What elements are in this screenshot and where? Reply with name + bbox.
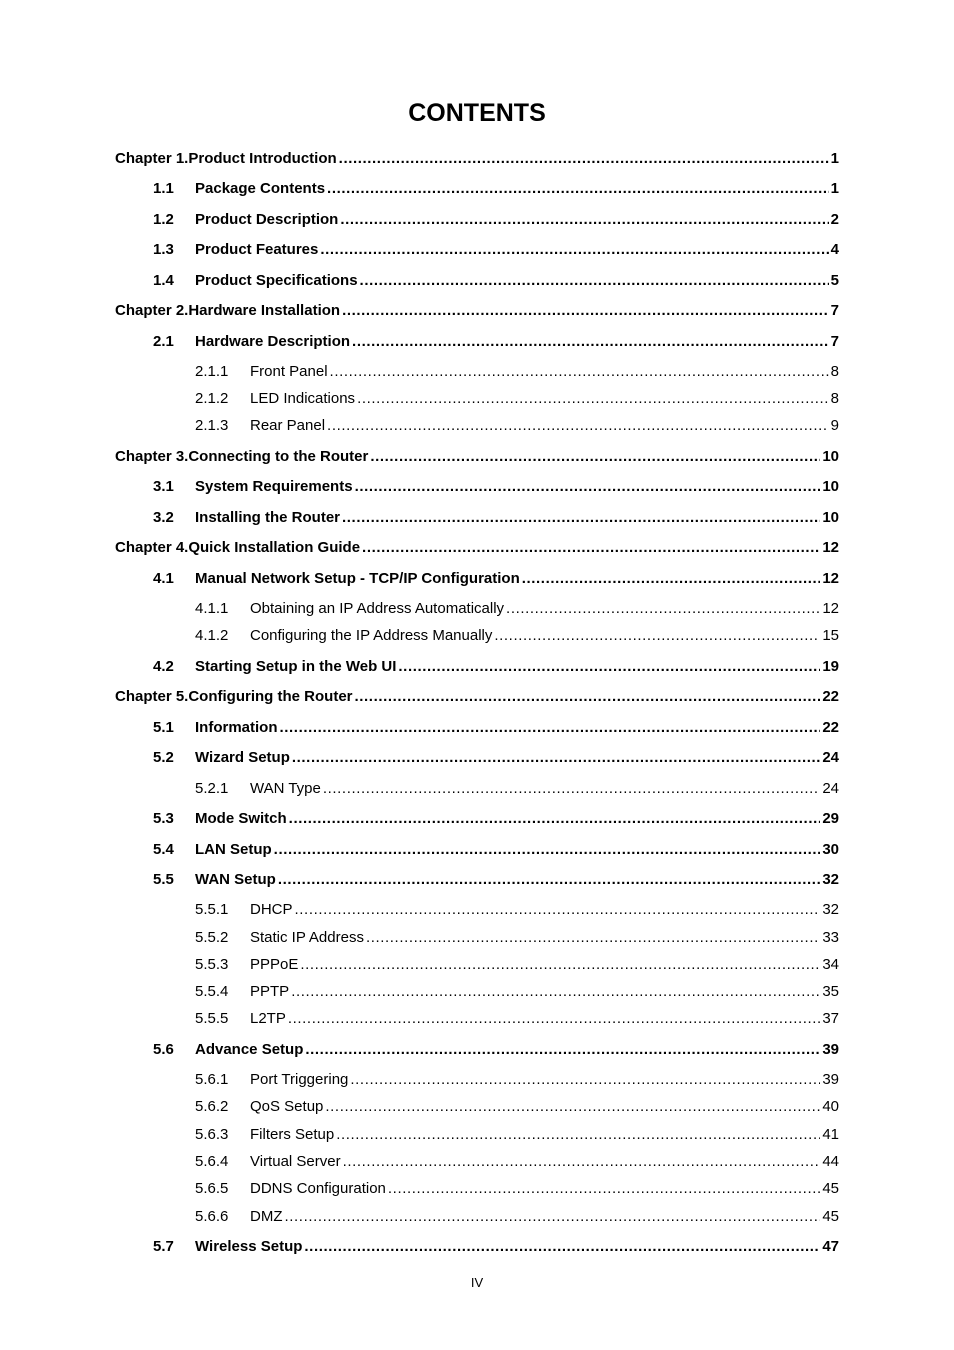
dot-leader	[325, 1097, 820, 1117]
toc-entry-label: Chapter 5.Configuring the Router	[115, 688, 353, 705]
toc-entry-page: 34	[822, 956, 839, 973]
toc-entry[interactable]	[115, 538, 839, 558]
toc-entry-page: 4	[830, 241, 839, 258]
toc-entry-page: 24	[822, 749, 839, 766]
toc-entry-line	[250, 626, 839, 646]
toc-entry-number: 2.1.1	[195, 363, 229, 380]
toc-entry-page: 45	[822, 1180, 839, 1197]
toc-entry-label: Chapter 3.Connecting to the Router	[115, 448, 369, 465]
toc-entry-page: 2	[830, 211, 839, 228]
dot-leader	[339, 149, 829, 169]
toc-entry-page: 5	[830, 272, 839, 289]
toc-entry-line	[195, 477, 839, 497]
toc-entry[interactable]	[115, 718, 839, 738]
toc-entry[interactable]	[195, 1207, 839, 1227]
toc-entry-line	[250, 1125, 839, 1145]
toc-entry-label: LED Indications	[250, 390, 356, 407]
toc-entry-number: 1.1	[153, 180, 174, 197]
toc-entry[interactable]	[195, 982, 839, 1002]
dot-leader	[342, 301, 829, 321]
toc-entry[interactable]	[115, 271, 839, 291]
toc-entry[interactable]	[195, 1009, 839, 1029]
toc-entry-label: Advance Setup	[195, 1041, 304, 1058]
dot-leader	[355, 687, 821, 707]
toc-entry-line	[250, 1070, 839, 1090]
toc-entry-line	[250, 779, 839, 799]
toc-entry-number: 2.1.3	[195, 417, 229, 434]
toc-entry[interactable]	[195, 928, 839, 948]
toc-entry-label: WAN Type	[250, 780, 321, 797]
toc-entry[interactable]	[195, 955, 839, 975]
toc-entry-label: L2TP	[250, 1010, 286, 1027]
toc-entry-line	[250, 955, 839, 975]
dot-leader	[304, 1237, 820, 1257]
toc-entry-line	[250, 599, 839, 619]
toc-entry-line	[115, 447, 839, 467]
toc-entry-page: 32	[822, 901, 839, 918]
toc-entry-page: 47	[822, 1238, 839, 1255]
dot-leader	[305, 1040, 820, 1060]
toc-entry-page: 39	[822, 1041, 839, 1058]
toc-entry-page: 7	[830, 333, 839, 350]
toc-entry-label: Wireless Setup	[195, 1238, 303, 1255]
toc-entry[interactable]	[115, 301, 839, 321]
toc-entry-label: Installing the Router	[195, 509, 341, 526]
toc-entry-page: 10	[822, 478, 839, 495]
dot-leader	[350, 1070, 820, 1090]
toc-entry-number: 3.1	[153, 478, 174, 495]
toc-entry-number: 5.5	[153, 871, 174, 888]
toc-entry-page: 39	[822, 1071, 839, 1088]
toc-entry[interactable]	[115, 508, 839, 528]
toc-entry-page: 10	[822, 448, 839, 465]
toc-entry-label: Static IP Address	[250, 929, 364, 946]
toc-entry-line	[195, 508, 839, 528]
toc-entry-page: 15	[822, 627, 839, 644]
toc-entry-number: 4.1	[153, 570, 174, 587]
toc-entry-number: 5.5.2	[195, 929, 229, 946]
toc-entry-page: 7	[830, 302, 839, 319]
toc-entry-line	[115, 149, 839, 169]
dot-leader	[340, 210, 828, 230]
toc-entry-number: 4.1.1	[195, 600, 229, 617]
toc-entry[interactable]	[195, 416, 839, 436]
dot-leader	[398, 657, 820, 677]
dot-leader	[323, 779, 820, 799]
toc-entry[interactable]	[195, 362, 839, 382]
toc-entry-line	[195, 1237, 839, 1257]
toc-entry-line	[195, 870, 839, 890]
toc-entry-label: Product Features	[195, 241, 319, 258]
toc-entry[interactable]	[115, 210, 839, 230]
toc-entry[interactable]	[115, 332, 839, 352]
toc-entry-label: Information	[195, 719, 278, 736]
dot-leader	[327, 416, 829, 436]
toc-entry[interactable]	[195, 626, 839, 646]
dot-leader	[355, 477, 821, 497]
toc-entry[interactable]	[115, 149, 839, 169]
dot-leader	[357, 389, 829, 409]
toc-entry-number: 5.6.1	[195, 1071, 229, 1088]
toc-entry-page: 40	[822, 1098, 839, 1115]
toc-entry-line	[250, 1207, 839, 1227]
toc-entry-number: 5.6.4	[195, 1153, 229, 1170]
toc-entry-page: 1	[830, 150, 839, 167]
dot-leader	[291, 982, 820, 1002]
toc-entry-label: Manual Network Setup - TCP/IP Configuration	[195, 570, 520, 587]
toc-entry-number: 5.7	[153, 1238, 174, 1255]
toc-entry[interactable]	[115, 840, 839, 860]
toc-entry-page: 37	[822, 1010, 839, 1027]
toc-entry-line	[195, 1040, 839, 1060]
page-number-footer: IV	[470, 1275, 484, 1290]
toc-entry-page: 44	[822, 1153, 839, 1170]
dot-leader	[388, 1179, 820, 1199]
toc-entry-label: PPPoE	[250, 956, 299, 973]
toc-entry-number: 1.3	[153, 241, 174, 258]
toc-entry-page: 32	[822, 871, 839, 888]
toc-entry-label: Port Triggering	[250, 1071, 349, 1088]
dot-leader	[288, 1009, 820, 1029]
toc-entry[interactable]	[115, 1237, 839, 1257]
dot-leader	[366, 928, 820, 948]
toc-entry-number: 5.6.2	[195, 1098, 229, 1115]
toc-entry-number: 4.2	[153, 658, 174, 675]
toc-entry[interactable]	[195, 1179, 839, 1199]
toc-entry-label: Chapter 2.Hardware Installation	[115, 302, 341, 319]
toc-entry-line	[250, 928, 839, 948]
page-title: CONTENTS	[408, 99, 546, 127]
toc-entry-label: Wizard Setup	[195, 749, 290, 766]
dot-leader	[274, 840, 821, 860]
dot-leader	[494, 626, 820, 646]
toc-entry-line	[195, 332, 839, 352]
toc-entry-number: 5.2.1	[195, 780, 229, 797]
toc-entry-line	[195, 271, 839, 291]
toc-entry-number: 5.5.1	[195, 901, 229, 918]
toc-entry-page: 29	[822, 810, 839, 827]
dot-leader	[506, 599, 820, 619]
toc-entry[interactable]	[115, 1040, 839, 1060]
toc-entry-number: 2.1.2	[195, 390, 229, 407]
toc-entry-line	[250, 1152, 839, 1172]
toc-entry-line	[195, 748, 839, 768]
toc-entry-label: Product Description	[195, 211, 339, 228]
toc-entry-line	[195, 809, 839, 829]
toc-entry-page: 12	[822, 600, 839, 617]
toc-entry-number: 5.5.4	[195, 983, 229, 1000]
dot-leader	[278, 870, 820, 890]
toc-entry-line	[195, 657, 839, 677]
dot-leader	[342, 508, 820, 528]
toc-entry-page: 41	[822, 1126, 839, 1143]
toc-entry-line	[195, 240, 839, 260]
dot-leader	[285, 1207, 821, 1227]
toc-entry-number: 5.3	[153, 810, 174, 827]
toc-entry-label: Filters Setup	[250, 1126, 335, 1143]
toc-entry-line	[250, 1179, 839, 1199]
toc-entry-line	[250, 416, 839, 436]
toc-entry-label: Chapter 1.Product Introduction	[115, 150, 337, 167]
toc-entry-page: 45	[822, 1208, 839, 1225]
toc-entry-number: 5.6.6	[195, 1208, 229, 1225]
toc-entry-line	[250, 362, 839, 382]
toc-entry[interactable]	[115, 657, 839, 677]
toc-entry-line	[250, 1097, 839, 1117]
toc-entry[interactable]	[195, 1070, 839, 1090]
toc-entry-number: 4.1.2	[195, 627, 229, 644]
toc-entry-label: DDNS Configuration	[250, 1180, 386, 1197]
toc-entry[interactable]	[195, 779, 839, 799]
dot-leader	[300, 955, 820, 975]
toc-entry[interactable]	[115, 447, 839, 467]
toc-entry-label: Chapter 4.Quick Installation Guide	[115, 539, 361, 556]
dot-leader	[280, 718, 821, 738]
dot-leader	[360, 271, 829, 291]
toc-entry-line	[250, 900, 839, 920]
toc-entry-page: 30	[822, 841, 839, 858]
toc-entry[interactable]	[115, 477, 839, 497]
toc-entry[interactable]	[195, 1152, 839, 1172]
toc-entry[interactable]	[115, 687, 839, 707]
toc-entry-label: DHCP	[250, 901, 293, 918]
toc-entry-page: 9	[830, 417, 839, 434]
toc-entry-number: 5.5.5	[195, 1010, 229, 1027]
toc-entry-page: 8	[830, 363, 839, 380]
toc-entry[interactable]	[115, 809, 839, 829]
toc-entry-number: 5.2	[153, 749, 174, 766]
toc-entry-page: 19	[822, 658, 839, 675]
toc-entry-page: 12	[822, 539, 839, 556]
toc-entry[interactable]	[115, 870, 839, 890]
toc-entry-line	[250, 1009, 839, 1029]
toc-entry-label: LAN Setup	[195, 841, 272, 858]
dot-leader	[522, 569, 821, 589]
toc-entry-label: Virtual Server	[250, 1153, 341, 1170]
toc-entry-label: PPTP	[250, 983, 290, 1000]
toc-entry-label: Hardware Description	[195, 333, 351, 350]
toc-entry-label: Mode Switch	[195, 810, 287, 827]
toc-entry-page: 35	[822, 983, 839, 1000]
dot-leader	[295, 900, 821, 920]
toc-entry-number: 5.5.3	[195, 956, 229, 973]
toc-entry-page: 1	[830, 180, 839, 197]
toc-entry-number: 1.4	[153, 272, 174, 289]
toc-entry-line	[195, 840, 839, 860]
toc-entry[interactable]	[195, 1125, 839, 1145]
toc-entry-number: 3.2	[153, 509, 174, 526]
toc-entry-line	[195, 179, 839, 199]
toc-entry-label: WAN Setup	[195, 871, 276, 888]
toc-entry-page: 12	[822, 570, 839, 587]
toc-entry-number: 5.6.5	[195, 1180, 229, 1197]
toc-entry-line	[115, 301, 839, 321]
toc-entry-line	[195, 210, 839, 230]
toc-entry-number: 1.2	[153, 211, 174, 228]
toc-entry-page: 8	[830, 390, 839, 407]
toc-entry-label: Configuring the IP Address Manually	[250, 627, 493, 644]
toc-entry-label: Rear Panel	[250, 417, 326, 434]
toc-entry-line	[115, 538, 839, 558]
toc-entry-label: QoS Setup	[250, 1098, 324, 1115]
toc-entry-line	[250, 982, 839, 1002]
toc-entry-number: 5.4	[153, 841, 174, 858]
dot-leader	[352, 332, 829, 352]
toc-entry-label: Package Contents	[195, 180, 326, 197]
toc-entry-page: 22	[822, 719, 839, 736]
toc-entry[interactable]	[195, 1097, 839, 1117]
toc-entry[interactable]	[115, 240, 839, 260]
toc-entry[interactable]	[115, 569, 839, 589]
toc-entry[interactable]	[195, 389, 839, 409]
toc-entry-page: 24	[822, 780, 839, 797]
toc-entry-number: 5.6.3	[195, 1126, 229, 1143]
toc-entry-line	[195, 569, 839, 589]
toc-entry-label: Obtaining an IP Address Automatically	[250, 600, 505, 617]
toc-entry[interactable]	[115, 748, 839, 768]
toc-entry-line	[250, 389, 839, 409]
dot-leader	[370, 447, 820, 467]
dot-leader	[327, 179, 829, 199]
toc-entry-label: DMZ	[250, 1208, 283, 1225]
dot-leader	[330, 362, 829, 382]
toc-entry-number: 2.1	[153, 333, 174, 350]
toc-entry-page: 33	[822, 929, 839, 946]
toc-entry-label: Product Specifications	[195, 272, 358, 289]
toc-entry[interactable]	[195, 900, 839, 920]
toc-entry-page: 10	[822, 509, 839, 526]
toc-entry[interactable]	[195, 599, 839, 619]
toc-entry-label: System Requirements	[195, 478, 353, 495]
toc-entry[interactable]	[115, 179, 839, 199]
dot-leader	[320, 240, 828, 260]
toc-entry-line	[195, 718, 839, 738]
toc-entry-number: 5.6	[153, 1041, 174, 1058]
dot-leader	[343, 1152, 821, 1172]
toc-entry-page: 22	[822, 688, 839, 705]
dot-leader	[292, 748, 820, 768]
dot-leader	[362, 538, 820, 558]
toc-entry-number: 5.1	[153, 719, 174, 736]
toc-entry-label: Front Panel	[250, 363, 328, 380]
toc-entry-line	[115, 687, 839, 707]
dot-leader	[336, 1125, 820, 1145]
dot-leader	[289, 809, 821, 829]
toc-entry-label: Starting Setup in the Web UI	[195, 658, 397, 675]
